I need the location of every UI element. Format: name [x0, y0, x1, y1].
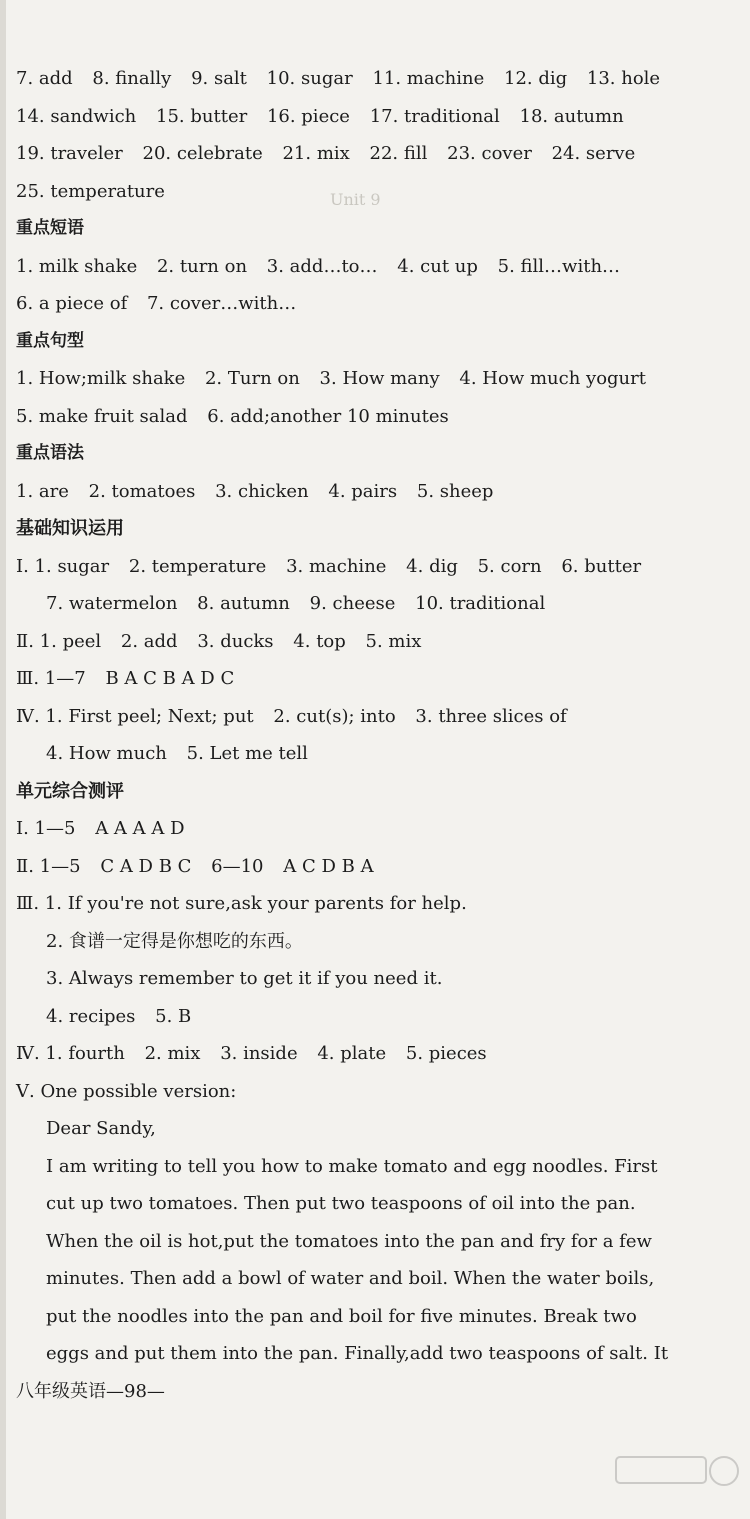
page-footer: 八年级英语—98— [16, 1381, 165, 1402]
basic-s4-row-1 [16, 698, 731, 736]
answer-item: 6—10 [211, 855, 264, 877]
letter-line: minutes. Then add a bowl of water and boil. When the water boils, [46, 1268, 655, 1289]
answer-item: 5. make fruit salad [16, 405, 188, 427]
answer-item: C A D B C [100, 855, 192, 877]
grammar-row-1 [16, 473, 731, 511]
answer-item: Ⅳ. 1. First peel; Next; put [16, 705, 254, 727]
unit-test-s5-intro: Ⅴ. One possible version: [16, 1080, 237, 1102]
answer-item: 21. mix [282, 143, 350, 164]
sentences-row-2 [16, 398, 731, 436]
answer-item: Ⅰ. 1. sugar [16, 555, 110, 577]
answer-item: 4. How much yogurt [459, 368, 646, 389]
answer-item: A A A A D [95, 818, 185, 839]
phrases-row-2 [16, 285, 731, 323]
section-heading-unit-test: 单元综合测评 [16, 780, 124, 802]
answer-item: 2. temperature [128, 555, 267, 577]
answer-item: 7. cover…with… [146, 293, 297, 314]
answer-item: Ⅳ. 1. fourth [16, 1043, 125, 1064]
answer-item: 2. cut(s); into [273, 705, 396, 727]
answer-item: 13. hole [586, 68, 661, 89]
basic-s2 [16, 623, 731, 661]
answer-item: 23. cover [447, 143, 532, 164]
answer-item: 3. machine [286, 555, 387, 577]
answer-item: 5. mix [365, 630, 422, 652]
answer-item: 3. ducks [197, 630, 274, 652]
answer-item: 5. corn [477, 555, 542, 577]
answer-item: 7. add [16, 68, 73, 89]
answer-item: 3. chicken [215, 480, 309, 502]
answer-item: 1. milk shake [16, 255, 138, 277]
answer-item: 9. cheese [309, 593, 396, 614]
answer-item: 2. tomatoes [88, 480, 196, 502]
letter-greeting: Dear Sandy, [46, 1118, 156, 1139]
answer-item: A C D B A [283, 855, 374, 877]
answer-item: 5. fill…with… [497, 255, 621, 277]
answer-content [16, 60, 731, 1373]
answer-item: 2. add [120, 630, 178, 652]
basic-s3 [16, 660, 731, 698]
answer-item: 5. Let me tell [186, 743, 308, 764]
basic-s1-row-1 [16, 548, 731, 586]
answer-item: 9. salt [191, 68, 247, 89]
unit-test-s4 [16, 1035, 731, 1073]
answer-item: Ⅰ. 1—5 [16, 818, 76, 839]
unit-test-s3-1: Ⅲ. 1. If you're not sure,ask your parents for help. [16, 893, 467, 914]
answer-item: 19. traveler [16, 143, 123, 164]
answer-item: 14. sandwich [16, 105, 137, 127]
answer-item: 15. butter [156, 105, 248, 127]
answer-item: 16. piece [266, 105, 350, 127]
vocab-row-2 [16, 98, 731, 136]
answer-item: 11. machine [372, 68, 485, 89]
answer-item: 8. finally [92, 68, 172, 89]
answer-item: 6. a piece of [16, 293, 128, 314]
answer-item: 5. pieces [405, 1043, 487, 1064]
unit-test-s3-2: 2. 食谱一定得是你想吃的东西。 [46, 930, 303, 952]
basic-s4-row-2 [16, 735, 731, 773]
answer-item: 4. recipes [46, 1005, 136, 1027]
section-heading-phrases: 重点短语 [16, 218, 84, 238]
answer-item: 7. watermelon [46, 593, 178, 614]
unit-test-s2 [16, 848, 731, 886]
page-edge [0, 0, 6, 1519]
answer-item: 6. add;another 10 minutes [207, 405, 449, 427]
answer-item: Ⅱ. 1. peel [16, 630, 102, 652]
answer-item: 3. How many [319, 368, 440, 389]
answer-item: 25. temperature [16, 180, 165, 202]
answer-item: 10. sugar [266, 68, 353, 89]
section-heading-sentences: 重点句型 [16, 330, 84, 351]
answer-item: 12. dig [504, 68, 568, 89]
letter-line: cut up two tomatoes. Then put two teaspoons of oil into the pan. [46, 1193, 636, 1214]
answer-item: 4. plate [317, 1043, 387, 1064]
basic-s1-row-2 [16, 585, 731, 623]
answer-item: 6. butter [561, 555, 642, 577]
sentences-row-1 [16, 360, 731, 398]
letter-line: put the noodles into the pan and boil for five minutes. Break two [46, 1305, 637, 1327]
answer-item: 3. three slices of [415, 705, 567, 727]
answer-item: 2. mix [144, 1043, 201, 1064]
answer-item: 4. top [293, 630, 346, 652]
answer-item: 4. cut up [397, 255, 478, 277]
answer-item: 3. inside [220, 1043, 298, 1064]
vocab-row-3 [16, 135, 731, 173]
answer-item: 1. How;milk shake [16, 368, 186, 389]
answer-item: 22. fill [369, 143, 428, 164]
section-heading-grammar: 重点语法 [16, 443, 84, 463]
answer-item: Ⅱ. 1—5 [16, 855, 81, 877]
unit-test-s1 [16, 810, 731, 848]
answer-item: 18. autumn [519, 105, 624, 127]
answer-item: 3. add…to… [266, 255, 378, 277]
answer-item: 5. sheep [416, 480, 494, 502]
vocab-row-1 [16, 60, 731, 98]
answer-item: 20. celebrate [142, 143, 263, 164]
answer-item: B A C B A D C [105, 668, 235, 689]
letter-line: When the oil is hot,put the tomatoes into the pan and fry for a few [46, 1230, 652, 1252]
answer-item: 1. are [16, 480, 69, 502]
section-heading-basic: 基础知识运用 [16, 518, 124, 539]
phrases-row-1 [16, 248, 731, 286]
answer-item: 17. traditional [369, 105, 500, 127]
answer-item: 8. autumn [197, 593, 290, 614]
answer-item: 4. pairs [328, 480, 398, 502]
answer-item: 4. dig [406, 555, 458, 577]
answer-item: Ⅲ. 1—7 [16, 668, 86, 689]
answer-item: 10. traditional [415, 593, 546, 614]
answer-item: 24. serve [551, 143, 636, 164]
unit-test-s3-4 [16, 998, 731, 1036]
answer-item: 4. How much [46, 743, 167, 764]
unit-test-s3-3: 3. Always remember to get it if you need it. [46, 968, 443, 989]
letter-line: eggs and put them into the pan. Finally,add two teaspoons of salt. It [46, 1343, 669, 1364]
answer-item: 2. turn on [156, 255, 248, 277]
letter-line: I am writing to tell you how to make tomato and egg noodles. First [46, 1155, 658, 1177]
bleed-through: Unit 9 [330, 190, 381, 209]
answer-item: 5. B [155, 1005, 192, 1027]
answer-item: 2. Turn on [204, 368, 300, 389]
watermark-logo [612, 1453, 744, 1511]
vocab-row-4 [16, 173, 731, 211]
